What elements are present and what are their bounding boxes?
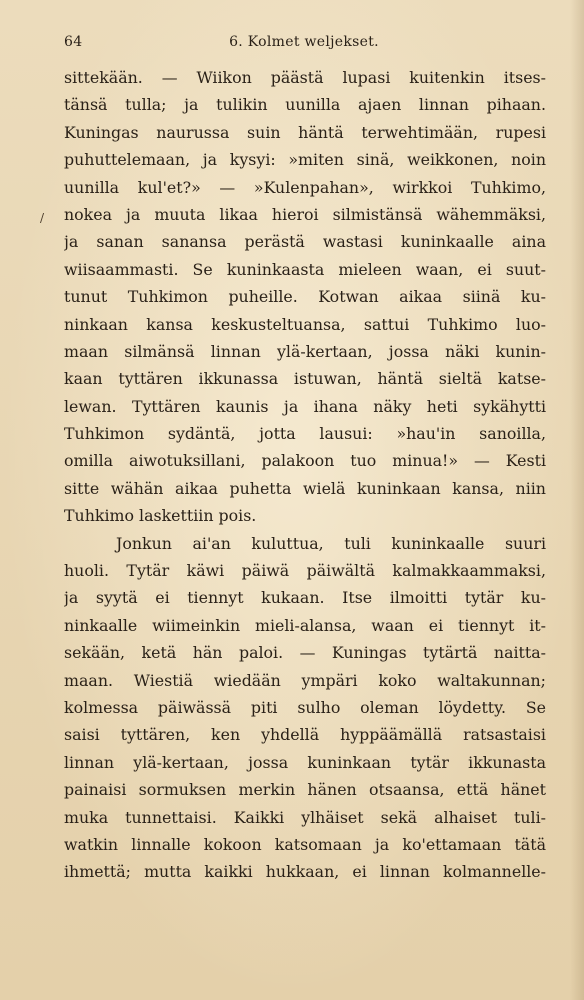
text-line: muka tunnettaisi. Kaikki ylhäiset sekä alhaiset tuli- <box>64 807 546 827</box>
text-line: saisi tyttären, ken yhdellä hyppäämällä ratsastaisi <box>64 725 546 745</box>
text-line: ninkaalle wiimeinkin mieli-alansa, waan ei tiennyt it- <box>64 615 546 635</box>
text-line: uunilla kul'et?» — »Kulenpahan», wirkkoi Tuhkimo, <box>64 177 546 197</box>
text-line: huoli. Tytär käwi päiwä päiwältä kalmakkaammaksi, <box>64 561 546 581</box>
text-line: wiisaammasti. Se kuninkaasta mieleen waan, ei suut- <box>64 259 546 279</box>
paragraph-start-line: Jonkun ai'an kuluttua, tuli kuninkaalle suuri <box>116 533 546 553</box>
text-line: sitte wähän aikaa puhetta wielä kuninkaan kansa, niin <box>64 478 546 498</box>
text-line: maan. Wiestiä wiedään ympäri koko waltakunnan; <box>64 670 546 690</box>
page-header <box>64 31 544 53</box>
text-line: lewan. Tyttären kaunis ja ihana näky heti sykähytti <box>64 396 546 416</box>
text-line: ja syytä ei tiennyt kukaan. Itse ilmoitti tytär ku- <box>64 588 546 608</box>
text-line: sittekään. — Wiikon päästä lupasi kuitenkin itses- <box>64 68 546 87</box>
paragraph-end-line: Tuhkimo laskettiin pois. <box>64 506 257 526</box>
text-line: Kuningas naurussa suin häntä terwehtimään, rupesi <box>64 122 546 142</box>
text-line: watkin linnalle kokoon katsomaan ja ko'ettamaan tätä <box>64 834 546 854</box>
text-line: sekään, ketä hän paloi. — Kuningas tytärtä naitta- <box>64 643 546 663</box>
text-line: tunut Tuhkimon puheille. Kotwan aikaa siinä ku- <box>64 287 546 307</box>
text-line: puhuttelemaan, ja kysyi: »miten sinä, weikkonen, noin <box>64 150 546 170</box>
text-line: maan silmänsä linnan ylä-kertaan, jossa näki kunin- <box>64 341 546 361</box>
text-line: Tuhkimon sydäntä, jotta lausui: »hau'in sanoilla, <box>64 424 546 444</box>
page-number: 64 <box>64 34 83 50</box>
text-line: nokea ja muuta likaa hieroi silmistänsä wähemmäksi, <box>64 204 546 224</box>
text-line: kolmessa päiwässä piti sulho oleman löydetty. Se <box>64 697 546 717</box>
text-line: ja sanan sanansa perästä wastasi kuninkaalle aina <box>64 232 546 252</box>
text-line: tänsä tulla; ja tulikin uunilla ajaen linnan pihaan. <box>64 95 546 115</box>
text-line: kaan tyttären ikkunassa istuwan, häntä sieltä katse- <box>64 369 546 389</box>
running-head: 6. Kolmet weljekset. <box>229 34 379 50</box>
body-text <box>64 64 546 886</box>
margin-mark: / <box>40 211 45 225</box>
text-line: omilla aiwotuksillani, palakoon tuo minua!» — Kesti <box>64 451 546 471</box>
text-line: painaisi sormuksen merkin hänen otsaansa, että hänet <box>64 780 546 800</box>
text-line: linnan ylä-kertaan, jossa kuninkaan tytär ikkunasta <box>64 752 546 772</box>
text-line: ihmettä; mutta kaikki hukkaan, ei linnan kolmannelle- <box>64 862 546 882</box>
text-line: ninkaan kansa keskusteltuansa, sattui Tuhkimo luo- <box>64 314 546 334</box>
